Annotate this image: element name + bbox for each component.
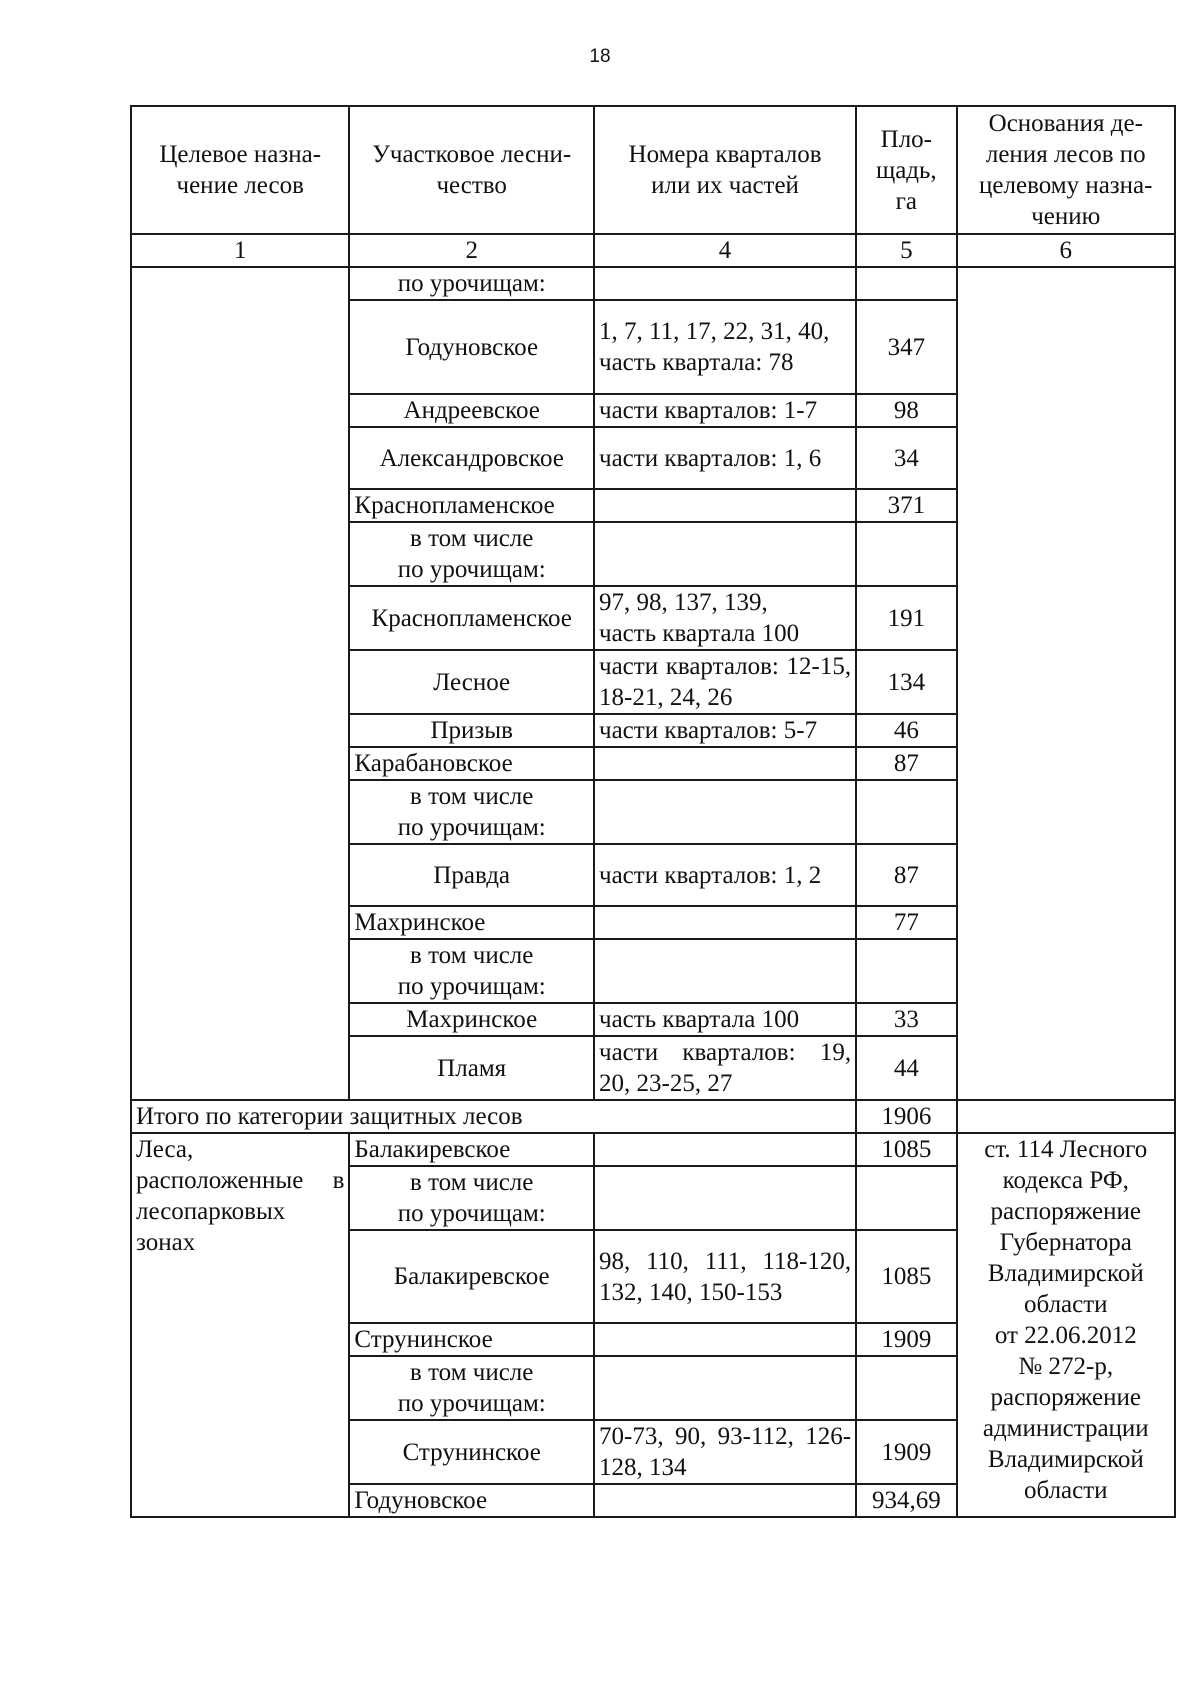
quarters-cell: [594, 906, 856, 939]
basis-cell-empty: [957, 267, 1175, 1100]
category-cell-empty: [131, 267, 349, 1100]
column-number: 6: [957, 234, 1175, 267]
area-cell: [856, 1356, 956, 1420]
quarters-cell: [594, 1356, 856, 1420]
quarters-cell: [594, 522, 856, 586]
column-number: 1: [131, 234, 349, 267]
area-cell: 33: [856, 1003, 956, 1036]
area-cell: 347: [856, 300, 956, 394]
header-area: Пло- щадь, га: [856, 106, 956, 234]
quarters-cell: 1, 7, 11, 17, 22, 31, 40, часть квартала: 78: [594, 300, 856, 394]
quarters-cell: [594, 1133, 856, 1166]
quarters-cell: [594, 1484, 856, 1517]
district-cell: Струнинское: [349, 1420, 594, 1484]
area-cell: 1909: [856, 1323, 956, 1356]
quarters-cell: части кварталов: 1-7: [594, 394, 856, 427]
area-cell: 44: [856, 1036, 956, 1100]
district-cell: Карабановское: [349, 747, 594, 780]
table-row: [131, 1133, 1175, 1166]
district-cell: Краснопламенское: [349, 489, 594, 522]
area-cell: [856, 267, 956, 300]
quarters-cell: 97, 98, 137, 139, часть квартала 100: [594, 586, 856, 650]
quarters-cell: [594, 780, 856, 844]
district-cell: по урочищам:: [349, 267, 594, 300]
district-cell: Призыв: [349, 714, 594, 747]
table-row: [131, 267, 1175, 300]
district-cell: Александровское: [349, 427, 594, 489]
table-header-row: [131, 106, 1175, 234]
district-cell: Махринское: [349, 1003, 594, 1036]
quarters-cell: [594, 489, 856, 522]
district-cell: в том числе по урочищам:: [349, 1356, 594, 1420]
header-quarter-numbers: Номера кварталов или их частей: [594, 106, 856, 234]
page-number: 18: [589, 46, 611, 67]
district-cell: Годуновское: [349, 1484, 594, 1517]
area-cell: 1909: [856, 1420, 956, 1484]
total-area: 1906: [856, 1100, 956, 1133]
header-basis: Основания де- ления лесов по целевому назна- чению: [957, 106, 1175, 234]
column-number: 2: [349, 234, 594, 267]
area-cell: 1085: [856, 1133, 956, 1166]
district-cell: Балакиревское: [349, 1133, 594, 1166]
column-number: 4: [594, 234, 856, 267]
total-basis-empty: [957, 1100, 1175, 1133]
category-cell: Леса, расположенные в лесопарковых зонах: [131, 1133, 349, 1517]
area-cell: 87: [856, 844, 956, 906]
district-cell: Правда: [349, 844, 594, 906]
total-label: Итого по категории защитных лесов: [131, 1100, 856, 1133]
quarters-cell: 70-73, 90, 93-112, 126-128, 134: [594, 1420, 856, 1484]
quarters-cell: часть квартала 100: [594, 1003, 856, 1036]
district-cell: в том числе по урочищам:: [349, 780, 594, 844]
area-cell: 87: [856, 747, 956, 780]
district-cell: в том числе по урочищам:: [349, 522, 594, 586]
quarters-cell: части кварталов: 1, 6: [594, 427, 856, 489]
quarters-cell: [594, 939, 856, 1003]
district-cell: Пламя: [349, 1036, 594, 1100]
quarters-cell: 98, 110, 111, 118-120, 132, 140, 150-153: [594, 1230, 856, 1323]
district-cell: Струнинское: [349, 1323, 594, 1356]
quarters-cell: части кварталов: 19, 20, 23-25, 27: [594, 1036, 856, 1100]
basis-cell: ст. 114 Лесного кодекса РФ, распоряжение Губернатора Владимирской области от 22.06.2012 № 272-р, распоряжение администрации Владимирской области: [957, 1133, 1175, 1517]
quarters-cell: части кварталов: 5-7: [594, 714, 856, 747]
area-cell: 134: [856, 650, 956, 714]
quarters-cell: [594, 1166, 856, 1230]
district-cell: в том числе по урочищам:: [349, 939, 594, 1003]
area-cell: 1085: [856, 1230, 956, 1323]
column-number: 5: [856, 234, 956, 267]
area-cell: [856, 939, 956, 1003]
total-row: [131, 1100, 1175, 1133]
area-cell: 34: [856, 427, 956, 489]
area-cell: 371: [856, 489, 956, 522]
area-cell: [856, 1166, 956, 1230]
header-forestry-district: Участковое лесни- чество: [349, 106, 594, 234]
quarters-cell: части кварталов: 12-15, 18-21, 24, 26: [594, 650, 856, 714]
district-cell: Андреевское: [349, 394, 594, 427]
area-cell: [856, 780, 956, 844]
district-cell: Махринское: [349, 906, 594, 939]
header-forest-purpose: Целевое назна- чение лесов: [131, 106, 349, 234]
area-cell: [856, 522, 956, 586]
district-cell: Лесное: [349, 650, 594, 714]
district-cell: Балакиревское: [349, 1230, 594, 1323]
area-cell: 77: [856, 906, 956, 939]
district-cell: Годуновское: [349, 300, 594, 394]
quarters-cell: части кварталов: 1, 2: [594, 844, 856, 906]
district-cell: Краснопламенское: [349, 586, 594, 650]
area-cell: 46: [856, 714, 956, 747]
area-cell: 98: [856, 394, 956, 427]
forest-purpose-table: [130, 105, 1176, 1518]
quarters-cell: [594, 1323, 856, 1356]
area-cell: 934,69: [856, 1484, 956, 1517]
quarters-cell: [594, 267, 856, 300]
area-cell: 191: [856, 586, 956, 650]
column-number-row: [131, 234, 1175, 267]
district-cell: в том числе по урочищам:: [349, 1166, 594, 1230]
quarters-cell: [594, 747, 856, 780]
